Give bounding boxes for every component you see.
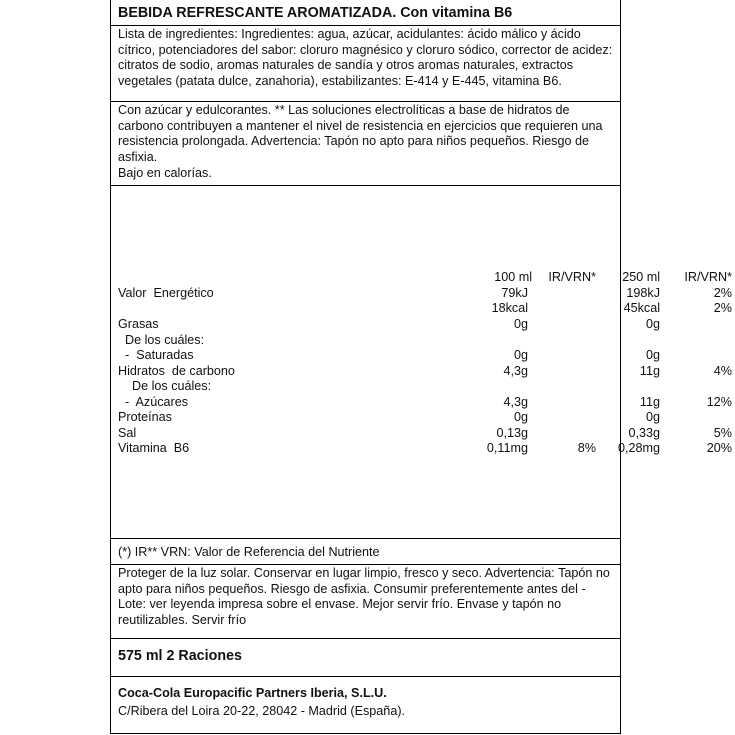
nutrition-row (118, 317, 660, 332)
value-100ml: 79kJ (501, 286, 528, 300)
header-250ml: 250 ml (622, 270, 660, 284)
product-title: BEBIDA REFRESCANTE AROMATIZADA. Con vitamina B6 (118, 5, 513, 21)
nutrition-row (118, 286, 732, 301)
nutrient-label: Grasas (118, 317, 159, 331)
divider (110, 101, 621, 102)
low-calorie-claim: Bajo en calorías. (118, 166, 212, 180)
nutrition-row (118, 379, 616, 394)
value-250ml: 0g (645, 410, 660, 424)
divider (110, 538, 621, 539)
nutrient-label: - Azúcares (118, 395, 188, 409)
value-100ml: 4,3g (503, 364, 528, 378)
value-100ml: 0,11mg (486, 441, 528, 455)
header-ir-250: IR/VRN* (684, 270, 732, 284)
value-100ml: 0g (513, 317, 528, 331)
value-250ml: 198kJ (626, 286, 660, 300)
value-100ml: 4,3g (503, 395, 528, 409)
value-250ml: 0g (645, 317, 660, 331)
ir-250ml: 4% (713, 364, 732, 378)
header-ir-100: IR/VRN* (548, 270, 596, 284)
nutrition-row (118, 364, 732, 379)
nutrition-row (118, 301, 732, 316)
value-250ml: 0,33g (628, 426, 660, 440)
value-100ml: 18kcal (491, 301, 528, 315)
value-100ml: 0,13g (496, 426, 528, 440)
nutrition-row (118, 441, 732, 456)
value-250ml: 11g (639, 364, 660, 378)
nutrient-label: Proteínas (118, 410, 172, 424)
divider (110, 638, 621, 639)
ingredients-list: Lista de ingredientes: Ingredientes: agua, azúcar, acidulantes: ácido málico y ácido cítrico, potenciadores del sabor: cloruro magnésico y cloruro sódico, corrector de acidez: citratos de sodio, aromas naturales de sandía y otros aromas naturales, extractos vegetales (patata dulce, zanahoria), estabilizantes: E-414 y E-445, vitamina B6. (118, 27, 613, 88)
company-address: C/Ribera del Loira 20-22, 28042 - Madrid (España). (118, 704, 406, 718)
value-250ml: 45kcal (623, 301, 660, 315)
nutrient-label: Hidratos de carbono (118, 364, 235, 378)
nutrient-label: Sal (118, 426, 137, 440)
value-250ml: 0g (645, 348, 660, 362)
nutrition-row (118, 333, 616, 348)
divider (110, 676, 621, 677)
value-250ml: 11g (639, 395, 660, 409)
ir-100ml: 8% (577, 441, 596, 455)
divider (110, 185, 621, 186)
ir-250ml: 5% (713, 426, 732, 440)
nutrition-header-row (118, 270, 732, 285)
value-250ml: 0,28mg (617, 441, 660, 455)
nutrient-label: - Saturadas (118, 348, 194, 362)
divider (110, 564, 621, 565)
nutrition-row (118, 395, 732, 410)
divider (110, 25, 621, 26)
footnote: (*) IR** VRN: Valor de Referencia del Nutriente (118, 545, 380, 559)
nutrient-label: Vitamina B6 (118, 441, 190, 455)
nutrient-label: De los cuáles: (118, 379, 212, 393)
nutrition-row (118, 410, 660, 425)
ir-250ml: 12% (706, 395, 732, 409)
ir-250ml: 2% (713, 286, 732, 300)
servings: 575 ml 2 Raciones (118, 648, 242, 664)
header-100ml: 100 ml (494, 270, 532, 284)
nutrition-row (118, 426, 732, 441)
nutrition-row (118, 348, 660, 363)
ir-250ml: 2% (713, 301, 732, 315)
company-name: Coca-Cola Europacific Partners Iberia, S.L.U. (118, 686, 387, 700)
value-100ml: 0g (513, 348, 528, 362)
value-100ml: 0g (513, 410, 528, 424)
product-notes: Con azúcar y edulcorantes. ** Las soluciones electrolíticas a base de hidratos de carbono contribuyen a mantener el nivel de resistencia en ejercicios que requieren una resistencia prolongada. Advertencia: Tapón no apto para niños pequeños. Riesgo de asfixia. (118, 103, 603, 164)
nutrient-label: Valor Energético (118, 286, 214, 300)
ir-250ml: 20% (706, 441, 732, 455)
storage-instructions: Proteger de la luz solar. Conservar en lugar limpio, fresco y seco. Advertencia: Tapón no apto para niños pequeños. Riesgo de asfixia. Consumir preferentemente antes del - Lote: ver leyenda impresa sobre el envase. Mejor servir frío. Envase y tapón no reutilizables. Servir frío (118, 566, 610, 627)
nutrient-label: De los cuáles: (118, 333, 205, 347)
